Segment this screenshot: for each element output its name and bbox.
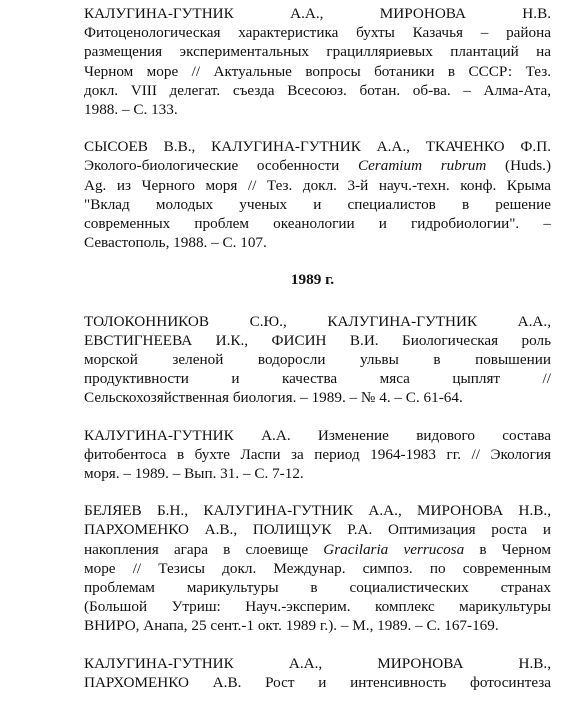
bibliography-entry [84,426,551,484]
text-line: море // Тезисы докл. Междунар. симпоз. по современным [84,559,551,577]
bibliography-entry [84,137,551,252]
text-line: КАЛУГИНА-ГУТНИК А.А., МИРОНОВА Н.В. [84,5,551,22]
year-heading: 1989 г. [290,271,335,289]
bibliography-entry [84,501,551,635]
text-segment: в Черном [479,540,551,558]
species-name: Ceramium rubrum [357,157,487,175]
species-name: Gracilaria verrucosa [323,540,465,558]
text-line: морской зеленой водоросли ульвы в повышении [84,351,551,369]
text-line: проблемам марикультуры в социалистических странах [84,579,551,597]
text-line: Ag. из Черного моря // Тез. докл. 3-й науч.-техн. конф. Крыма [84,176,551,194]
bibliography-entry [84,312,551,408]
text-line: ЕВСТИГНЕЕВА И.К., ФИСИН В.И. Биологическая роль [84,331,551,349]
text-line: Фитоценологическая характеристика бухты Казачья – района [84,24,551,42]
text-line: 1988. – С. 133. [84,101,178,119]
text-line: Сельскохозяйственная биология. – 1989. – № 4. – С. 61-64. [84,389,463,407]
text-line: КАЛУГИНА-ГУТНИК А.А., МИРОНОВА Н.В., [84,654,551,672]
text-line: БЕЛЯЕВ Б.Н., КАЛУГИНА-ГУТНИК А.А., МИРОНОВА Н.В., [84,502,551,520]
bibliography-entry [84,4,551,119]
text-line [84,156,551,175]
text-line: ТОЛОКОННИКОВ С.Ю., КАЛУГИНА-ГУТНИК А.А., [84,312,551,330]
text-line: размещения экспериментальных грацилляриевых плантаций на [84,43,551,61]
text-line: моря. – 1989. – Вып. 31. – С. 7-12. [84,465,304,483]
document-page [84,4,551,710]
text-line: СЫСОЕВ В.В., КАЛУГИНА-ГУТНИК А.А., ТКАЧЕНКО Ф.П. [84,138,551,156]
text-line: Севастополь, 1988. – С. 107. [84,234,267,252]
text-segment: накопления агара в слоевище [84,540,309,558]
text-line: ВНИРО, Анапа, 25 сент.-1 окт. 1989 г.). – М., 1989. – С. 167-169. [84,617,499,635]
text-line: современных проблем океанологии и гидробиологии". – [84,215,551,233]
text-line: (Большой Утриш: Науч.-эксперим. комплекс марикультуры [84,598,551,616]
text-line [84,540,551,559]
text-line: КАЛУГИНА-ГУТНИК А.А. Изменение видового состава [84,426,551,444]
bibliography-entry [84,654,551,692]
text-line: "Вклад молодых ученых и специалистов в решение [84,195,551,213]
text-line: Черном море // Актуальные вопросы ботаники в СССР: Тез. [84,62,551,80]
text-line: продуктивности и качества мяса цыплят // [84,370,551,388]
text-segment: Эколого-биологические особенности [84,157,340,175]
text-line: ПАРХОМЕНКО А.В., ПОЛИЩУК Р.А. Оптимизация роста и [84,521,551,539]
text-line: докл. VIII делегат. съезда Всесоюз. ботан. об-ва. – Алма-Ата, [84,81,551,99]
text-line: фитобентоса в бухте Ласпи за период 1964-1983 гг. // Экология [84,445,551,463]
text-segment: (Huds.) [505,157,552,175]
text-line: ПАРХОМЕНКО А.В. Рост и интенсивность фотосинтеза [84,673,551,691]
